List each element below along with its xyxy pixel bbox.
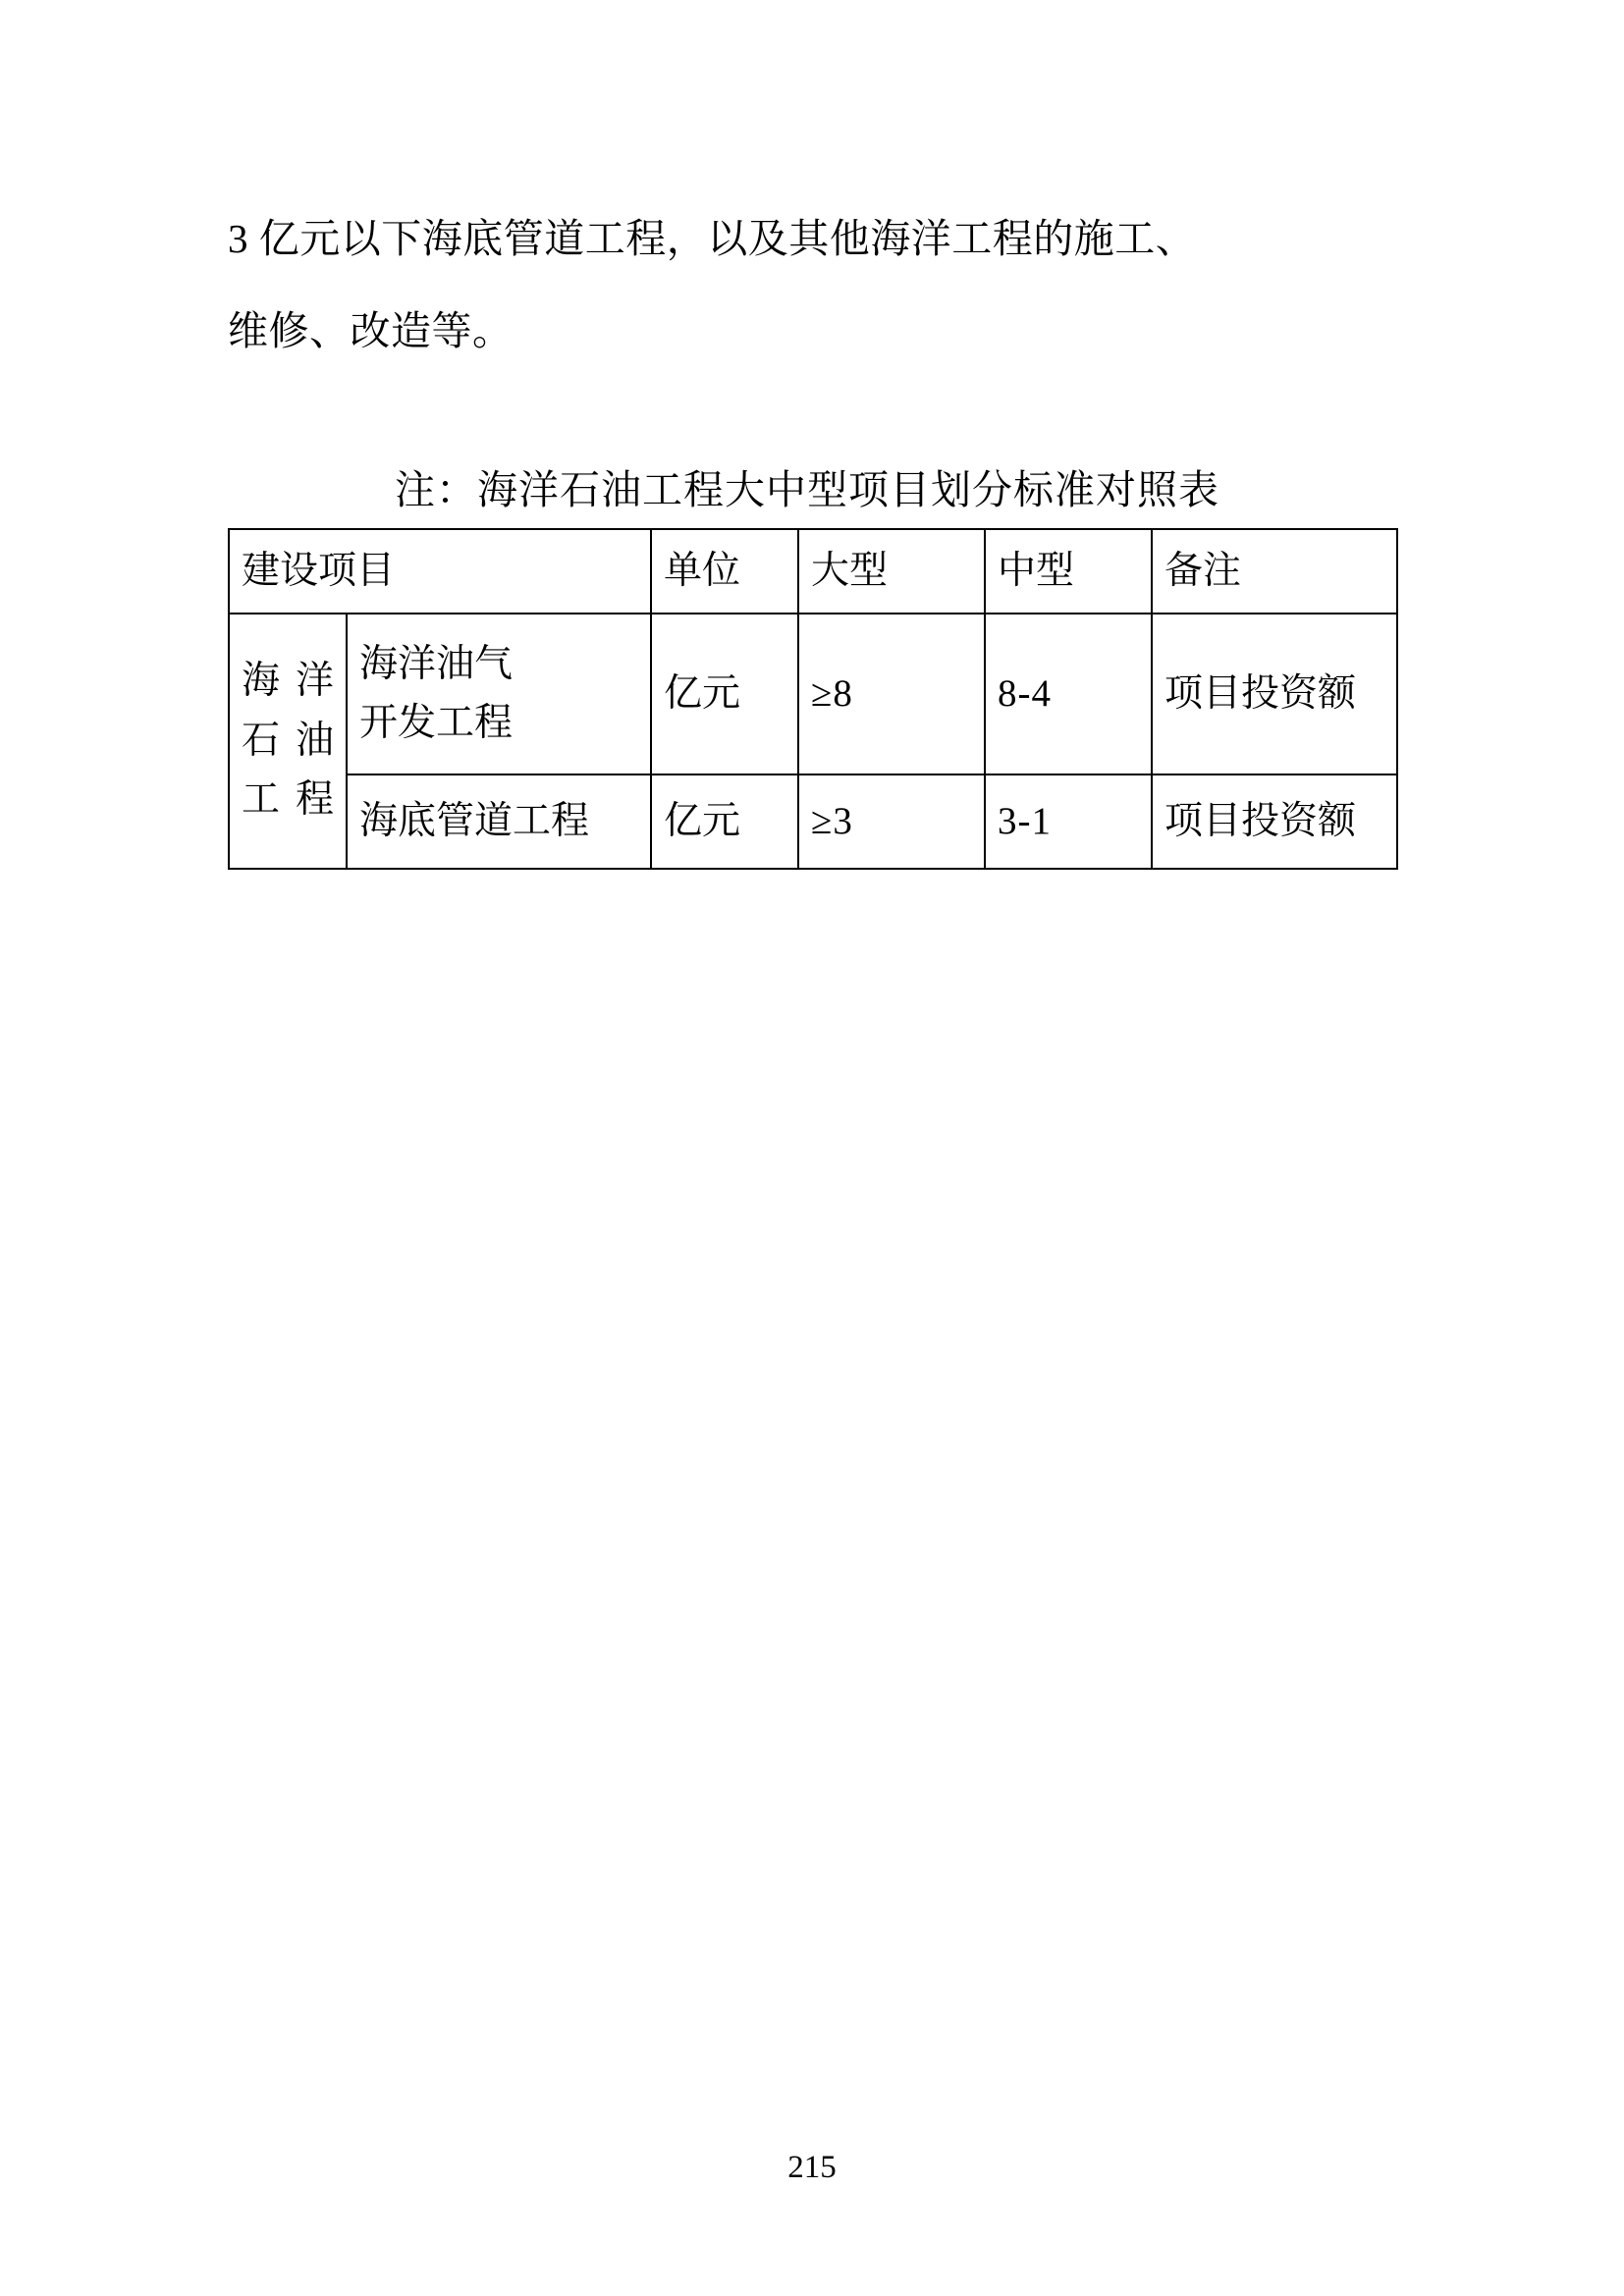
table-caption: 注：海洋石油工程大中型项目划分标准对照表 <box>395 467 1219 512</box>
table-row <box>229 614 1397 774</box>
group-label-cell <box>229 614 347 869</box>
row-note-cell: 项目投资额 <box>1152 614 1397 774</box>
row-large-cell: ≥8 <box>798 614 985 774</box>
row-unit-cell: 亿元 <box>651 614 798 774</box>
group-label-line-2: 石 油 <box>242 719 334 762</box>
row-name-cell <box>347 614 651 774</box>
row-name-line-1: 海洋油气 <box>359 642 514 685</box>
row-name-line-2: 开发工程 <box>359 702 514 744</box>
group-label-line-1: 海洋 <box>242 660 334 703</box>
row-note-cell: 项目投资额 <box>1152 774 1397 869</box>
row-name-cell: 海底管道工程 <box>347 774 651 869</box>
paragraph-line-2: 维修、改造等。 <box>228 308 514 353</box>
row-medium-cell: 8-4 <box>985 614 1152 774</box>
row-large-cell: ≥3 <box>798 774 985 869</box>
header-cell-large: 大型 <box>798 529 985 614</box>
header-cell-unit: 单位 <box>651 529 798 614</box>
header-cell-project: 建设项目 <box>229 529 651 614</box>
row-unit-cell: 亿元 <box>651 774 798 869</box>
table-row <box>229 774 1397 869</box>
page-number: 215 <box>787 2150 837 2185</box>
group-label-line-3: 工程 <box>242 778 334 822</box>
header-cell-medium: 中型 <box>985 529 1152 614</box>
body-text-block <box>228 192 1386 377</box>
comparison-table <box>228 528 1398 870</box>
table-header-row <box>229 529 1397 614</box>
paragraph-line-1: 3 亿元以下海底管道工程，以及其他海洋工程的施工、 <box>228 216 1197 261</box>
row-medium-cell: 3-1 <box>985 774 1152 869</box>
header-cell-note: 备注 <box>1152 529 1397 614</box>
